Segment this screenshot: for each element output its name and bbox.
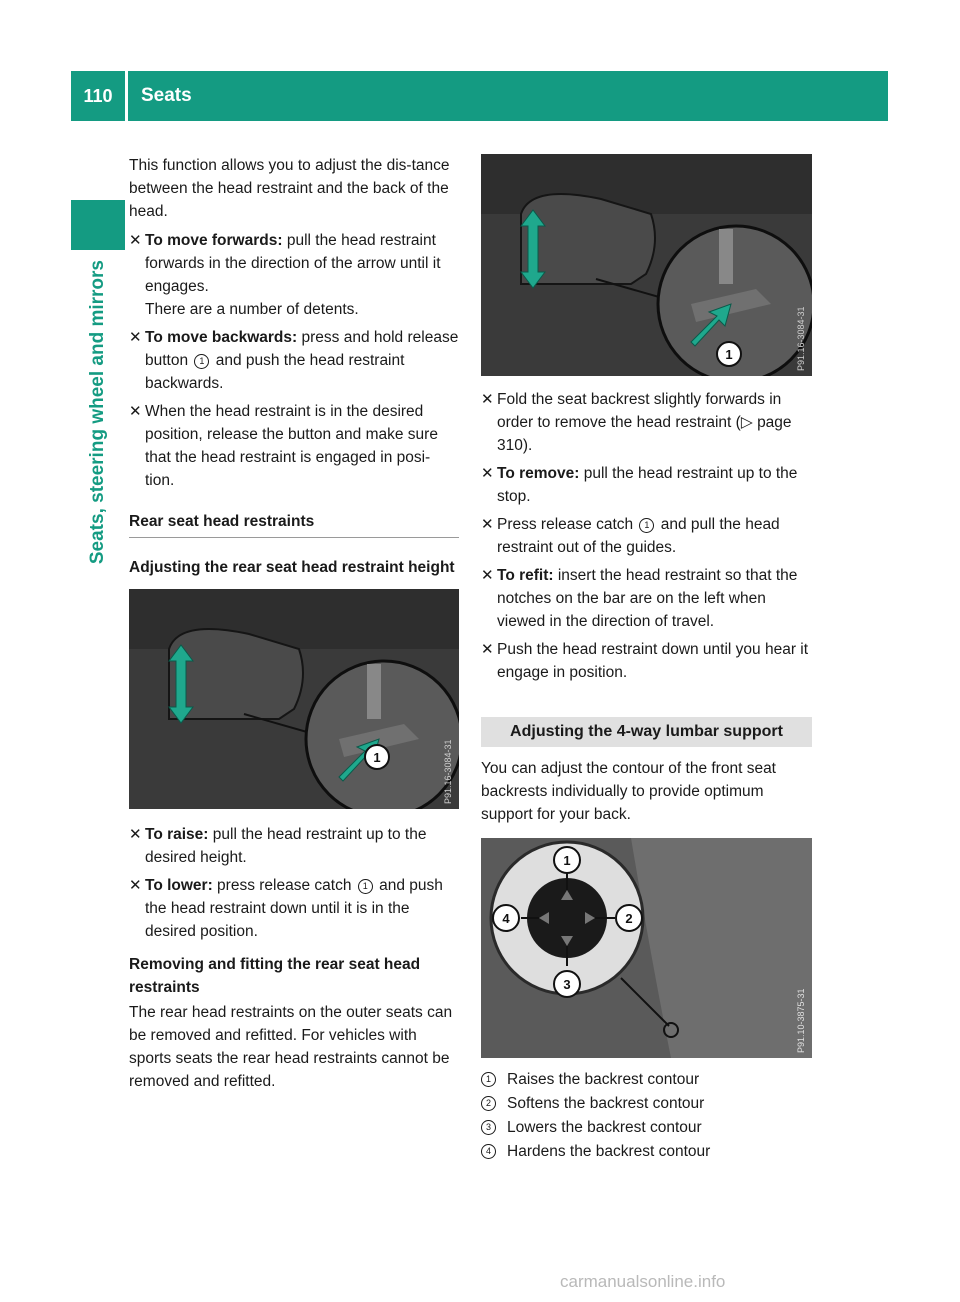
lumbar-control-image <box>481 838 812 1058</box>
step-marker: ✕ <box>481 641 494 658</box>
callout-3-label: 3 <box>563 977 571 992</box>
chapter-tab-marker <box>71 200 125 250</box>
step-text: pull the head restraint forwards in the direction of the arrow until it engages. <box>145 232 441 295</box>
chapter-title: Seats, steering wheel and mirrors <box>87 260 108 565</box>
step-marker: ✕ <box>481 465 494 482</box>
chapter-sidebar <box>71 260 125 660</box>
legend-text: Softens the backrest contour <box>507 1095 705 1112</box>
legend-marker: 3 <box>481 1120 496 1135</box>
step-marker: ✕ <box>481 567 494 584</box>
step-text: Fold the seat backrest slightly forwards in order to remove the head restraint ( <box>497 391 782 431</box>
step-label: To raise: <box>145 826 209 843</box>
step-label: To refit: <box>497 567 554 584</box>
step-move-forwards <box>129 229 459 321</box>
step-marker: ✕ <box>481 391 494 408</box>
step-refit <box>481 564 812 633</box>
page-number: 110 <box>83 85 113 106</box>
legend-item-1 <box>481 1068 812 1092</box>
step-text: pull the head restraint up to the desired height. <box>145 826 427 866</box>
callout-2-label: 2 <box>625 911 633 926</box>
callout-marker: 1 <box>194 354 209 369</box>
step-marker: ✕ <box>129 877 142 894</box>
step-marker: ✕ <box>129 403 142 420</box>
step-text: pull the head restraint up to the stop. <box>497 465 798 505</box>
step-marker: ✕ <box>129 826 142 843</box>
step-label: To remove: <box>497 465 580 482</box>
sub-heading: Adjusting the rear seat head restraint height <box>129 559 455 576</box>
watermark: carmanualsonline.info <box>560 1272 726 1291</box>
step-text: Press release catch <box>497 516 638 533</box>
step-text: press release catch <box>212 877 356 894</box>
legend-text: Raises the backrest contour <box>507 1071 700 1088</box>
lumbar-heading: Adjusting the 4-way lumbar support <box>481 717 812 747</box>
sub-heading-removing: Removing and fitting the rear seat head restraints <box>129 956 421 996</box>
legend-item-2 <box>481 1092 812 1116</box>
step-marker: ✕ <box>129 232 142 249</box>
image-code: P91.10-3875-31 <box>796 988 806 1053</box>
section-heading: Rear seat head restraints <box>129 510 459 538</box>
legend-marker: 1 <box>481 1072 496 1087</box>
step-text: ). <box>522 437 533 454</box>
step-push-down <box>481 638 812 684</box>
header-divider <box>125 71 128 121</box>
right-column <box>481 154 812 1164</box>
page-reference[interactable]: page 310 <box>497 414 792 454</box>
head-restraint-removal-image <box>481 154 812 376</box>
step-text: Push the head restraint down until you hear it engage in position. <box>497 641 809 681</box>
step-text: When the head restraint is in the desired position, release the button and make sure that the head restraint is engaged in posi-tion. <box>145 403 438 489</box>
callout-1-label: 1 <box>373 750 381 765</box>
legend-item-3 <box>481 1116 812 1140</box>
page-header <box>71 71 888 121</box>
page-ref-arrow-icon: ▷ <box>740 414 758 431</box>
callout-marker: 1 <box>358 879 373 894</box>
step-text: and push the head restraint down until it is in the desired position. <box>145 877 443 940</box>
callout-marker: 1 <box>639 518 654 533</box>
step-text: press and hold release button <box>145 329 459 369</box>
step-text: insert the head restraint so that the notches on the bar are on the left when viewed in the direction of travel. <box>497 567 798 630</box>
legend-marker: 4 <box>481 1144 496 1159</box>
callout-4-label: 4 <box>502 911 510 926</box>
legend-item-4 <box>481 1140 812 1164</box>
callout-1-label: 1 <box>725 347 733 362</box>
restraint-bar <box>719 229 733 284</box>
rear-head-restraint-image <box>129 589 459 809</box>
step-fold-backrest <box>481 388 812 457</box>
step-marker: ✕ <box>481 516 494 533</box>
callout-1-label: 1 <box>563 853 571 868</box>
left-column <box>129 154 459 1099</box>
step-lower <box>129 874 459 943</box>
legend-text: Lowers the backrest contour <box>507 1119 702 1136</box>
legend-marker: 2 <box>481 1096 496 1111</box>
removing-paragraph: The rear head restraints on the outer seats can be removed and refitted. For vehicles with sports seats the rear head restraints cannot be removed and refitted. <box>129 1004 453 1090</box>
step-release-button <box>129 400 459 492</box>
image-code: P91.16-3084-31 <box>443 739 453 804</box>
intro-paragraph: This function allows you to adjust the dis-tance between the head restraint and the back of the head. <box>129 157 450 220</box>
step-extra: There are a number of detents. <box>145 301 359 318</box>
step-label: To move forwards: <box>145 232 283 249</box>
step-raise <box>129 823 459 869</box>
legend-text: Hardens the backrest contour <box>507 1143 711 1160</box>
section-title: Seats <box>141 85 192 106</box>
step-remove <box>481 462 812 508</box>
image-code: P91.16-3084-31 <box>796 306 806 371</box>
step-press-catch <box>481 513 812 559</box>
lumbar-paragraph: You can adjust the contour of the front seat backrests individually to provide optimum support for your back. <box>481 760 776 823</box>
step-label: To move backwards: <box>145 329 298 346</box>
step-text: and push the head restraint backwards. <box>145 352 405 392</box>
step-text: and pull the head restraint out of the guides. <box>497 516 780 556</box>
restraint-bar <box>367 664 381 719</box>
step-label: To lower: <box>145 877 213 894</box>
step-move-backwards <box>129 326 459 395</box>
step-marker: ✕ <box>129 329 142 346</box>
